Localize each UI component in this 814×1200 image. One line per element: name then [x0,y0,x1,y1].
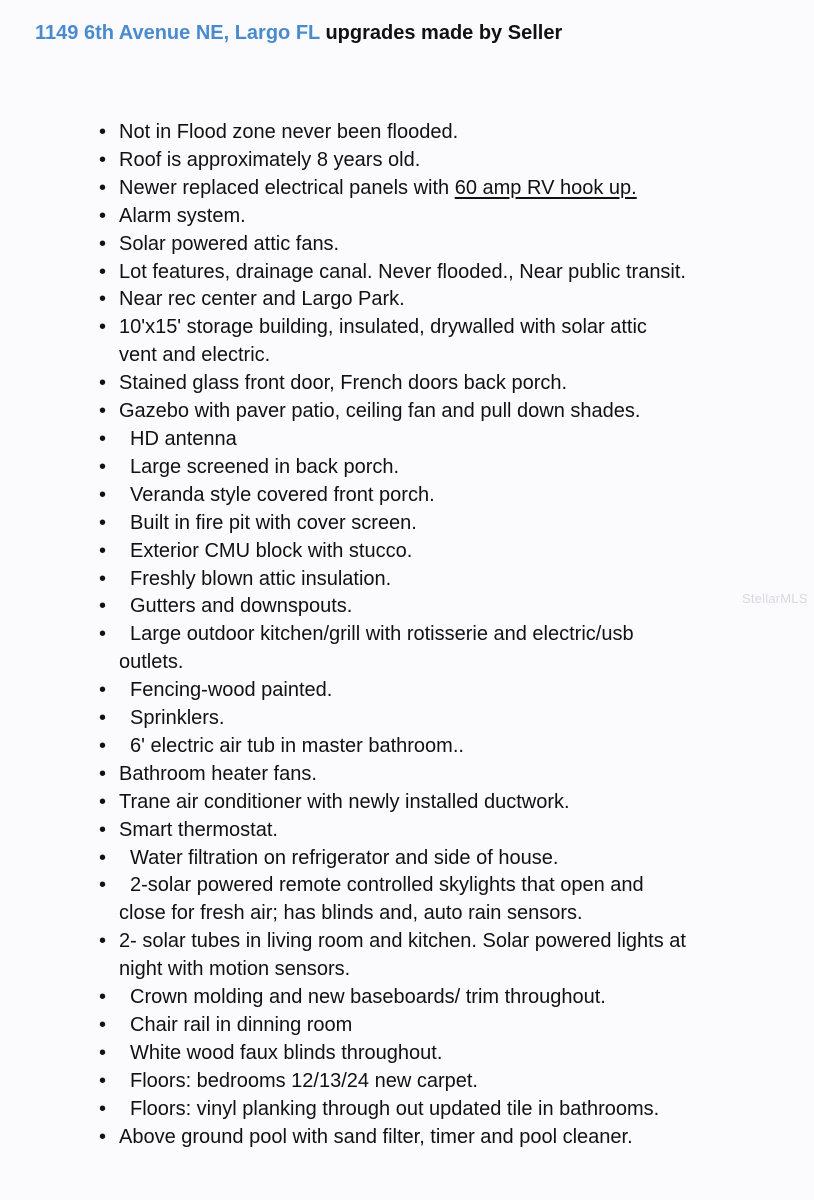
list-item [119,733,799,761]
list-item [119,1124,799,1152]
list-item [119,789,799,817]
list-item-text: outlets. [119,651,184,674]
list-item [119,1040,799,1068]
list-item [119,398,799,426]
list-item [119,566,799,594]
list-item [119,203,799,231]
list-item-text: Smart thermostat. [119,818,278,841]
list-item [119,119,799,147]
list-item [119,147,799,175]
list-item [119,426,799,454]
list-item-text: Freshly blown attic insulation. [130,567,392,590]
property-address: 1149 6th Avenue NE, Largo FL [35,22,320,44]
list-item-text: Newer replaced electrical panels with [119,176,455,199]
rv-hookup-text: 60 amp RV hook up. [454,176,637,199]
list-item [119,928,799,984]
list-item [119,482,799,510]
list-item [119,872,799,928]
list-item-text: Alarm system. [119,204,246,227]
list-item [119,538,799,566]
list-item-text: Above ground pool with sand filter, timer and pool cleaner. [119,1125,633,1148]
list-item-text: 10'x15' storage building, insulated, drywalled with solar attic [119,316,647,339]
list-item [119,593,799,621]
list-item-text: Large screened in back porch. [130,455,400,478]
list-item-text: White wood faux blinds throughout. [130,1041,443,1064]
list-item [119,1012,799,1040]
list-item-text: Veranda style covered front porch. [130,483,435,506]
list-item-text: night with motion sensors. [119,958,351,981]
list-item [119,621,799,677]
list-item-text: Near rec center and Largo Park. [119,288,405,311]
list-item-text: Roof is approximately 8 years old. [119,148,421,171]
list-item [119,845,799,873]
list-item-text: Crown molding and new baseboards/ trim throughout. [130,986,606,1009]
list-item [119,314,799,370]
list-item [119,175,799,203]
list-item-text: Gutters and downspouts. [130,595,353,618]
list-item [119,1096,799,1124]
list-item [119,231,799,259]
list-item-text: Solar powered attic fans. [119,232,340,255]
list-item [119,370,799,398]
list-item [119,454,799,482]
list-item-text: 6' electric air tub in master bathroom.. [130,734,464,757]
list-item-text: vent and electric. [119,344,271,367]
watermark: StellarMLS [742,591,808,606]
list-item-text: Not in Flood zone never been flooded. [119,121,459,143]
list-item-text: Floors: bedrooms 12/13/24 new carpet. [130,1069,478,1092]
list-item [119,1068,799,1096]
list-item [119,286,799,314]
list-item [119,817,799,845]
list-item-text: Trane air conditioner with newly installed ductwork. [119,790,570,813]
list-item-text: close for fresh air; has blinds and, auto rain sensors. [119,902,583,925]
list-item-text: Floors: vinyl planking through out updated tile in bathrooms. [130,1097,660,1120]
list-item-text: Exterior CMU block with stucco. [130,539,413,562]
list-item-text: Sprinklers. [130,707,225,730]
features-list [119,119,799,1152]
list-item [119,705,799,733]
list-item [119,510,799,538]
list-item-text: HD antenna [130,427,237,450]
list-item-text: Chair rail in dinning room [130,1014,353,1036]
list-item-text: Fencing-wood painted. [130,679,333,702]
list-item-text: Gazebo with paver patio, ceiling fan and pull down shades. [119,400,641,423]
list-item [119,677,799,705]
list-item [119,259,799,287]
list-item-text: 2- solar tubes in living room and kitchen. Solar powered lights at [119,930,686,953]
title-suffix: upgrades made by Seller [319,22,563,44]
list-item-text: Lot features, drainage canal. Never flooded., Near public transit. [119,260,686,283]
page-title [35,20,562,46]
list-item-text: 2-solar powered remote controlled skylights that open and [130,874,644,897]
list-item [119,984,799,1012]
list-item-text: Large outdoor kitchen/grill with rotisserie and electric/usb [130,623,634,646]
list-item-text: Stained glass front door, French doors back porch. [119,372,568,395]
list-item-text: Built in fire pit with cover screen. [130,511,417,534]
list-item-text: Bathroom heater fans. [119,762,317,785]
list-item-text: Water filtration on refrigerator and side of house. [130,846,559,869]
list-item [119,761,799,789]
